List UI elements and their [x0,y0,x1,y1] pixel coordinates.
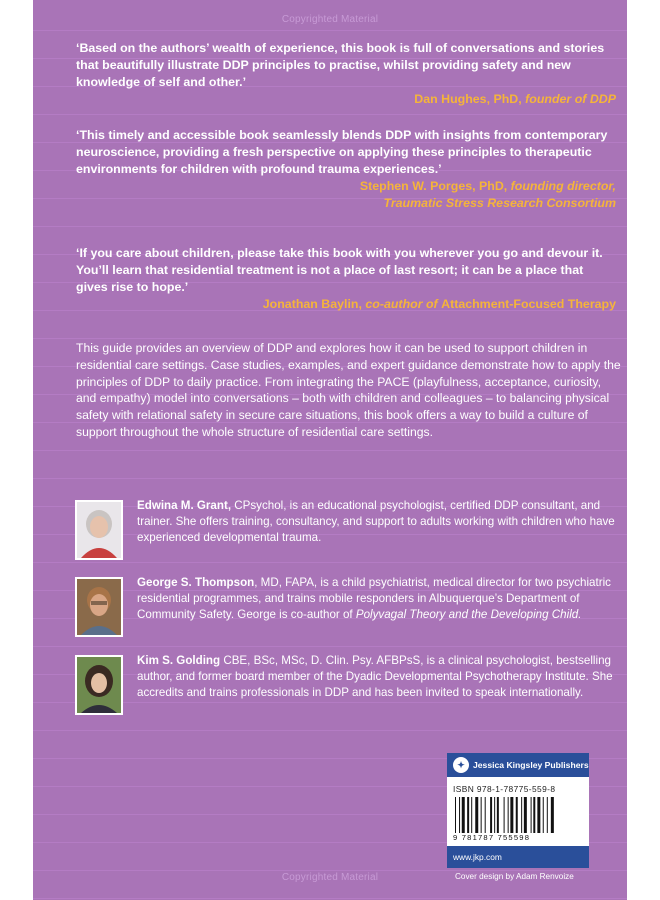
watermark-top: Copyrighted Material [281,14,379,25]
barcode-number: 9 781787 755598 [453,833,531,842]
book-description: This guide provides an overview of DDP and explores how it can be used to support children in residential care settings. Case studies, examples, and expert guidance demonstrate how to apply the principles of DDP to daily practice. From integrating the PACE (playfulness, acceptance, curiosity, and empathy) model into conversations – both with children and colleagues – to balancing physical safety with relational safety in secure care situations, this book offers a way to build a culture of support throughout the whole structure of residential care settings. [76,341,621,439]
author-portrait-icon [77,657,121,713]
quote-attribution-line2: Traumatic Stress Research Consortium [383,196,616,210]
barcode-bar [543,797,544,833]
barcode-bar [481,797,482,833]
barcode-bar [508,797,509,833]
publisher-name: Jessica Kingsley Publishers [473,760,589,770]
barcode-bar [455,797,456,833]
barcode-bar [462,797,465,833]
barcode-bar [537,797,540,833]
publisher-website: www.jkp.com [447,846,589,868]
ruled-line [33,114,627,115]
attribution-role: founder of DDP [525,92,616,106]
attribution-role: founding director, [510,179,616,193]
attribution-name: Stephen W. Porges, PhD, [359,179,508,193]
barcode-bar [497,797,499,833]
quote-text: ‘Based on the authors’ wealth of experience, this book is full of conversations and stories that beautifully illustrate DDP principles to practise, whilst providing safety and new knowledge of self and other.’ [76,41,605,89]
author-photo [75,577,123,637]
publisher-logo-icon: ✦ [453,757,469,773]
ruled-line [33,646,627,647]
barcode-bar [533,797,535,833]
barcode-bar [471,797,472,833]
author-portrait-icon [77,502,121,558]
barcode-bar [485,797,486,833]
barcode-bar [504,797,505,833]
quote-text: ‘If you care about children, please take this book with you wherever you go and devour it. You’ll learn that residential treatment is not a place of last resort; it can be a place that gives rise to hope.’ [76,246,603,294]
barcode-bar [516,797,518,833]
barcode-bar [494,797,495,833]
endorsement-quote [76,127,616,212]
barcode-bar [521,797,522,833]
author-name: Kim S. Golding [137,654,221,667]
barcode-bar [467,797,469,833]
author-bio-text: , MD, FAPA, is a child psychiatrist, medical director for two psychiatric residential programmes, and trains mobile responders in Albuquerque’s Department of Community Safety. George is co-author of [137,576,611,622]
quote-attribution [76,296,616,313]
quote-attribution [76,178,616,195]
barcode-bar [490,797,492,833]
publisher-block [447,753,589,846]
author-name: George S. Thompson [137,576,255,589]
barcode-bar [551,797,554,833]
barcode [453,797,583,833]
author-bio [137,575,615,624]
ruled-line [33,30,627,31]
barcode-bar [510,797,513,833]
author-bio-text: CPsychol, is an educational psychologist, certified DDP consultant, and trainer. She offers training, consultancy, and support to adults working with children who have experienced developmental trauma. [137,499,615,545]
barcode-bar [459,797,460,833]
ruled-line [33,450,627,451]
author-photo [75,500,123,560]
ruled-line [33,226,627,227]
ruled-line [33,898,627,899]
author-bio [137,498,615,547]
author-portrait-icon [77,579,121,635]
attribution-role: co-author of [365,297,438,311]
barcode-bar [547,797,548,833]
author-book-title: Polyvagal Theory and the Developing Child. [355,608,582,622]
quote-attribution [76,91,616,108]
author-bio-text: CBE, BSc, MSc, D. Clin. Psy. AFBPsS, is a clinical psychologist, bestselling author, and former board member of the Dyadic Developmental Psychotherapy Institute. She accredits and trains professionals in DDP and has been invited to speak internationally. [137,654,613,700]
attribution-book-title: Attachment-Focused Therapy [441,297,616,311]
ruled-line [33,338,627,339]
barcode-bar [475,797,478,833]
barcode-bar [531,797,532,833]
ruled-line [33,730,627,731]
ruled-line [33,562,627,563]
author-name: Edwina M. Grant, [137,499,232,512]
isbn: ISBN 978-1-78775-559-8 [453,784,556,794]
endorsement-quote [76,40,616,108]
ruled-line [33,870,627,871]
attribution-name: Jonathan Baylin, [262,297,362,311]
attribution-name: Dan Hughes, PhD, [414,92,522,106]
author-bio [137,653,615,702]
publisher-bar [447,753,589,777]
quote-text: ‘This timely and accessible book seamlessly blends DDP with insights from contemporary neuroscience, providing a fresh perspective on applying these principles to therapeutic environments for children with profound trauma experiences.’ [76,128,608,176]
author-photo [75,655,123,715]
watermark-bottom: Copyrighted Material [281,872,379,883]
cover-credit: Cover design by Adam Renvoize [455,872,574,881]
ruled-line [33,478,627,479]
barcode-bar [524,797,527,833]
endorsement-quote [76,245,616,313]
